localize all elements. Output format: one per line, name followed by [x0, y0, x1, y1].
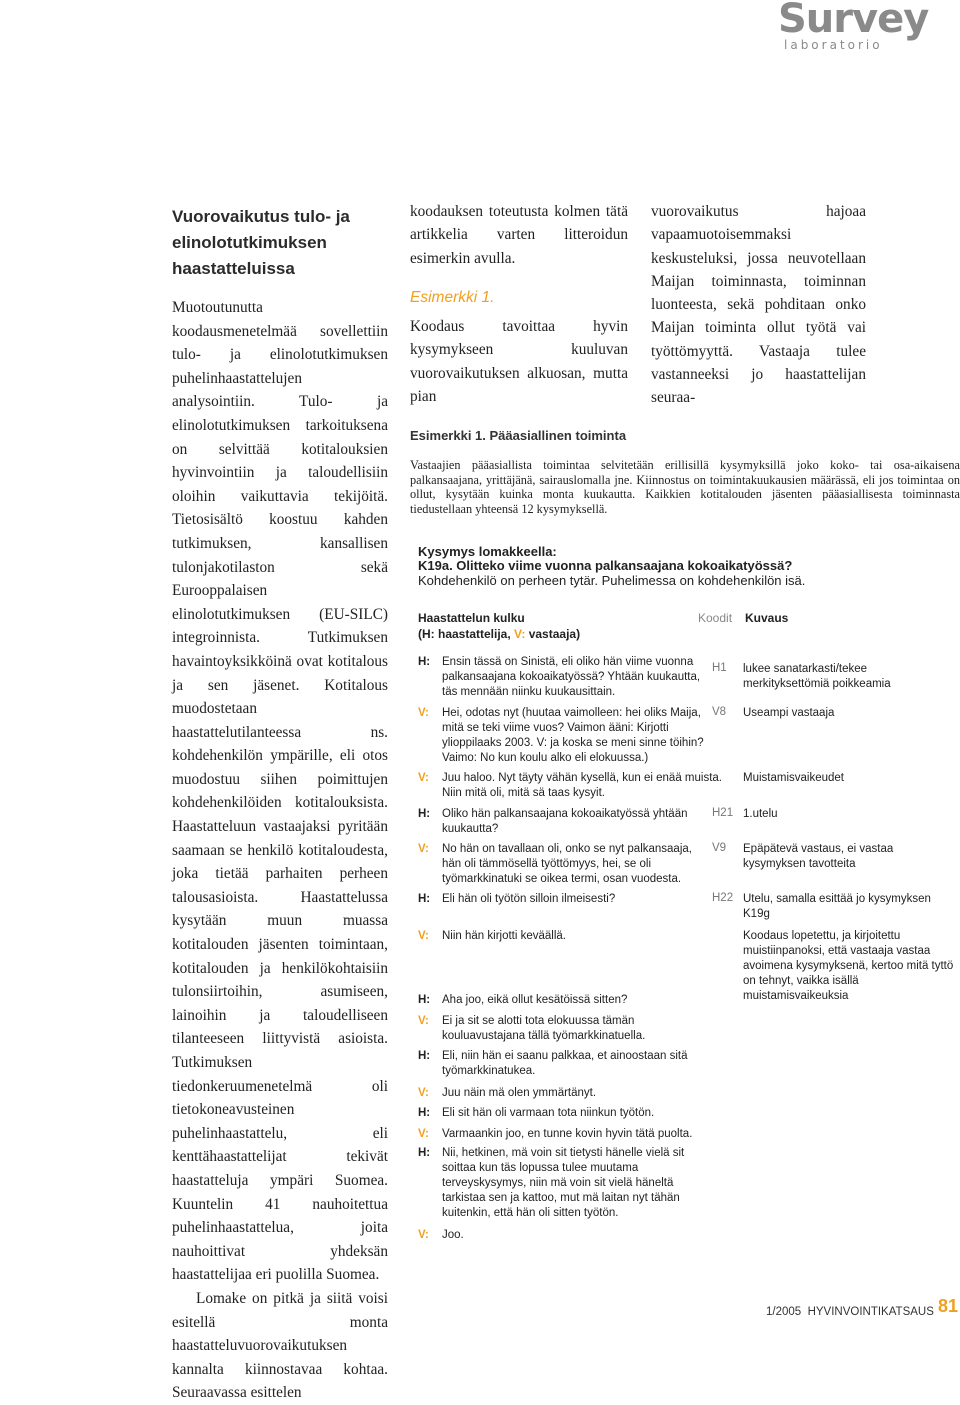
code-label: V9: [712, 842, 727, 854]
utterance: Varmaankin joo, en tunne kovin hyvin tätä puolta.: [442, 1128, 693, 1140]
utterance: No hän on tavallaan oli, onko se nyt palkansaaja, hän oli tämmösellä työttömyys, hei, se oli työmarkkinatuki se oikea termi, osan vuodesta.: [442, 843, 692, 885]
magazine-name: HYVINVOINTIKATSAUS: [807, 1306, 934, 1318]
survey-laboratorio-logo: [776, 0, 929, 52]
speaker: V:: [418, 1015, 429, 1027]
speaker: V:: [418, 1229, 429, 1241]
legend-text: vastaaja): [525, 627, 581, 641]
speaker: V:: [418, 1128, 429, 1140]
table-header-description: Kuvaus: [745, 611, 789, 625]
utterance: Eli, niin hän ei saanu palkkaa, et ainoostaan sitä työmarkkinatukea.: [442, 1050, 688, 1077]
question-note: Kohdehenkilö on perheen tytär. Puhelimessa on kohdehenkilön isä.: [418, 572, 806, 588]
example-heading: Esimerkki 1.: [410, 288, 495, 306]
questionnaire-question: [418, 545, 958, 588]
issue-number: 1/2005: [766, 1306, 802, 1318]
speaker-legend: [418, 626, 580, 642]
footer-issue: [766, 1306, 934, 1318]
speaker: V:: [418, 930, 429, 942]
section-heading: [172, 204, 388, 282]
speaker: H:: [418, 1050, 431, 1062]
code-description: Useampi vastaaja: [743, 707, 835, 719]
utterance: Juu näin mä olen ymmärtänyt.: [442, 1087, 597, 1099]
example-box-title: Esimerkki 1. Pääasiallinen toiminta: [410, 428, 627, 443]
utterance: Hei, odotas nyt (huutaa vaimolleen: hei oliks Maija, mitä se teki viime vuos? Vaimon ääni: Kirjotti ylioppilaaks 2003. V: ja koska se meni sinne töihin? Vaimo: No kun koulu alko eli elokuussa.): [442, 707, 704, 764]
table-header-codes: Koodit: [698, 611, 733, 625]
speaker: H:: [418, 808, 431, 820]
paragraph: Koodaus tavoittaa hyvin kysymykseen kuuluvan vuorovaikutuksen alkuosan, mutta pian: [410, 318, 628, 406]
page-number: 81: [938, 1296, 959, 1316]
example-box-description: Vastaajien pääasiallista toimintaa selvitetään erillisillä kysymyksillä joko koko- tai osa-aikaisena palkansaajana, yrittäjänä, sairauslomalla jne. Kiinnostus on toimintakuukausien määrässä, eli jos toimintaa on ollut, kysytään kuinka monta kuukautta. Kaikkien kotitalouden jäsenten pääasiallisesta toiminnasta tiedustellaan yhteensä 12 kysymyksellä.: [410, 458, 960, 516]
heading-line: elinolotutkimuksen: [172, 233, 327, 252]
utterance: Juu haloo. Nyt täyty vähän kysellä, kun ei enää muista. Niin mitä oli, mitä sä taas kysyit.: [442, 772, 722, 799]
article-column-1: [172, 204, 388, 1405]
question-code: K19a. Olitteko viime vuonna palkansaajana kokoaikatyössä?: [418, 558, 793, 574]
article-column-2: [410, 200, 628, 408]
utterance: Ei ja sit se alotti tota elokuussa tämän kouluavustajana tällä työmarkkinatuella.: [442, 1015, 646, 1042]
speaker: H:: [418, 656, 431, 668]
utterance: Niin hän kirjotti keväällä.: [442, 930, 567, 942]
code-description: Muistamisvaikeudet: [743, 772, 844, 784]
utterance: Ensin tässä on Sinistä, eli oliko hän viime vuonna palkansaajana kokoaikatyössä? Yhtään kuukautta, täs mennään niinku kuukausittain.: [442, 656, 701, 698]
code-label: H21: [712, 807, 734, 819]
paragraph: Lomake on pitkä ja siitä voisi esitellä monta haastatteluvuorovaikutuksen kannalta kiinnostavaa kohtaa. Seuraavassa esittelen: [172, 1289, 388, 1402]
speaker: H:: [418, 994, 431, 1006]
paragraph: Muotoutunutta koodausmenetelmää sovellettiin tulo- ja elinolotutkimuksen puhelinhaastattelujen analysointiin. Tulo- ja elinolotutkimuksen tarkoituksena on selvittää kotitalouksien hyvinvointiin ja taloudellisiin oloihin vaikuttavia tekijöitä. Tietosisältö koostuu kahden tutkimuksen, kansallisen tulonjakotilaston sekä Eurooppalaisen elinolotutkimuksen (EU-SILC) integroinnista. Tutkimuksen havaintoyksikköinä ovat kotitalous ja sen jäsenet. Kotitalous muodostetaan haastattelutilanteessa ns. kohdehenkilön ympärille, eli otos muodostuu siihen poimittujen kohdehenkilöiden kotitalouksista. Haastatteluun vastaajaksi pyritään saamaan se henkilö kotitaloudesta, joka tietää parhaiten perheen talousasioista. Haastattelussa kysytään muun muassa kotitalouden jäsenten toimintaan, kotitalouden ja henkilökohtaisiin tulonsiirtoihin, asumiseen, lainoihin ja taloudelliseen tilanteeseen liittyvistä asioista. Tutkimuksen tiedonkeruumenetelmä oli tietokoneavusteinen puhelinhaastattelu, eli kenttähaastattelijat tekivät haastatteluja ympäri Suomea. Kuuntelin 41 nauhoitettua puhelinhaastattelua, joita nauhoittivat yhdeksän haastattelijaa eri puolilla Suomea.: [172, 299, 388, 1284]
code-description: 1.utelu: [743, 808, 778, 820]
heading-line: Vuorovaikutus tulo- ja: [172, 207, 350, 226]
paragraph: koodauksen toteutusta kolmen tätä artikkelia varten litteroidun esimerkin avulla.: [410, 203, 628, 267]
code-label: H22: [712, 892, 734, 904]
code-description: Koodaus lopetettu, ja kirjoitettu muistiinpanoksi, että vastaaja vastaa avoimena kysymyksenä, kertoo mitä tyttö on tehnyt, vaikka isällä muistamisvaikeuksia: [743, 930, 954, 1002]
logo-subtitle: laboratorio: [784, 38, 883, 52]
utterance: Eli sit hän oli varmaan tota niinkun työtön.: [442, 1107, 655, 1119]
utterance: Nii, hetkinen, mä voin sit tietysti hänelle vielä sit soittaa kun täs lopussa tulee muutama terveyskysymys, niin mä voin sit vielä häneltä tarkistaa sen ja kattoo, mut mä laitan nyt tähän kuitenkin, että hän oli sitten työtön.: [442, 1147, 685, 1219]
legend-text: (H: haastattelija,: [418, 627, 515, 641]
code-label: V8: [712, 706, 727, 718]
column-1-body: [172, 296, 388, 1405]
heading-line: haastatteluissa: [172, 259, 295, 278]
utterance: Oliko hän palkansaajana kokoaikatyössä yhtään kuukautta?: [442, 808, 688, 835]
speaker: H:: [418, 1107, 431, 1119]
speaker: H:: [418, 1147, 431, 1159]
speaker: V:: [418, 843, 429, 855]
paragraph: vuorovaikutus hajoaa vapaamuotoisemmaksi keskusteluksi, jossa neuvotellaan Maijan toiminnasta, toiminnan luonteesta, sekä pohditaan onko Maijan toiminta ollut työtä vai työttömyyttä. Vastaaja tulee vastanneeksi jo haastattelijan seuraa-: [651, 203, 866, 407]
logo-wordmark: Survey: [778, 0, 929, 42]
utterance: Aha joo, eikä ollut kesätöissä sitten?: [442, 994, 628, 1006]
speaker: H:: [418, 893, 431, 905]
utterance: Joo.: [442, 1229, 464, 1241]
legend-v: V:: [514, 627, 526, 641]
speaker: V:: [418, 1087, 429, 1099]
speaker: V:: [418, 707, 429, 719]
table-header-interview: [418, 610, 580, 642]
speaker: V:: [418, 772, 429, 784]
code-description: lukee sanatarkasti/tekee merkityksettömiä poikkeamia: [743, 663, 891, 690]
code-description: Utelu, samalla esittää jo kysymyksen K19g: [743, 893, 931, 920]
utterance: Eli hän oli työtön silloin ilmeisesti?: [442, 893, 616, 905]
article-column-3: [651, 200, 866, 410]
question-label: Kysymys lomakkeella:: [418, 544, 557, 559]
code-description: Epäpätevä vastaus, ei vastaa kysymyksen tavotteita: [743, 843, 894, 870]
code-label: H1: [712, 662, 727, 674]
header-label: Haastattelun kulku: [418, 611, 525, 625]
